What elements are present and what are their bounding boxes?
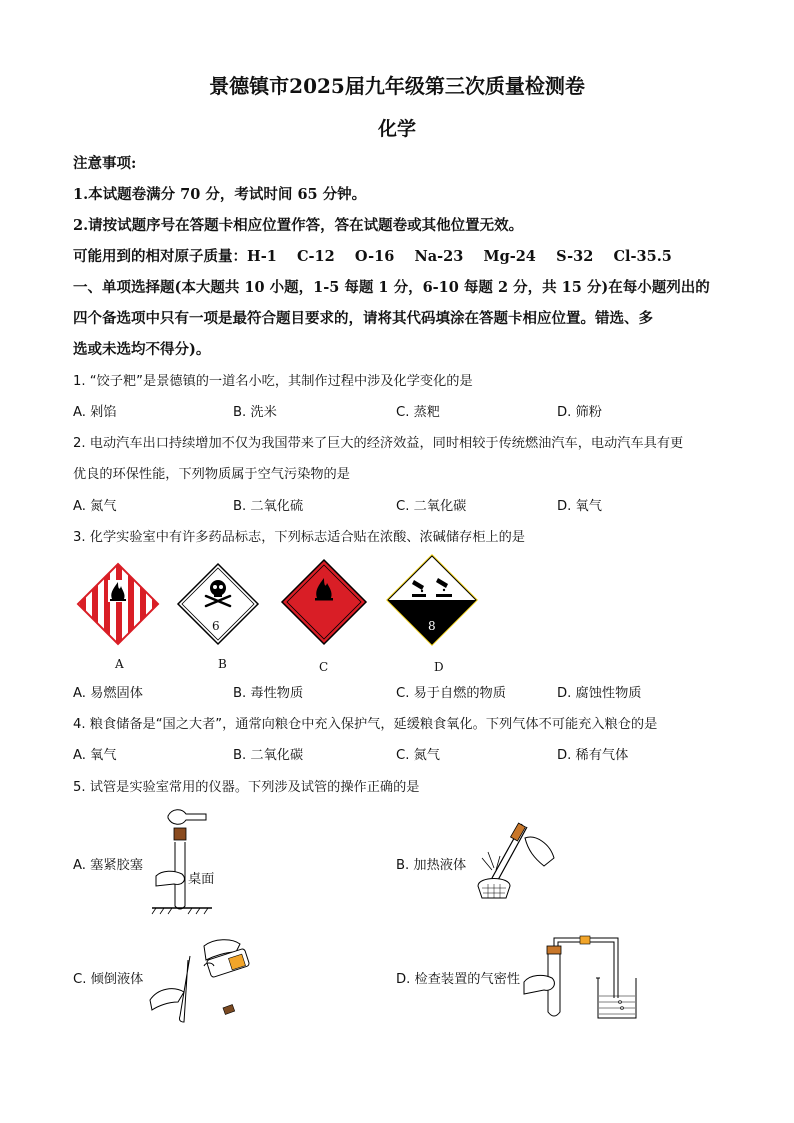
atomic-masses: 可能用到的相对原子质量：H-1 C-12 O-16 Na-23 Mg-24 S-32 Cl-35.5 (73, 248, 672, 265)
section-instruction: 选或未选均不得分)。 (73, 341, 211, 358)
question-4-stem: 4. 粮食储备是“国之大者”，通常向粮仓中充入保护气，延缓粮食氧化。下列气体不可能充入粮仓的是 (73, 717, 658, 732)
q1-option-d: D. 筛粉 (557, 405, 602, 420)
q4-option-a: A. 氧气 (73, 748, 117, 763)
stopper-insertion-illustration-icon (148, 806, 238, 916)
toxic-sign-number: 6 (212, 619, 220, 633)
section-instruction: 四个备选项中只有一项是最符合题目要求的，请将其代码填涂在答题卡相应位置。错选、多 (73, 310, 653, 327)
q1-option-c: C. 蒸粑 (396, 405, 440, 420)
q3-option-b: B. 毒性物质 (233, 686, 304, 701)
notice-item: 1.本试题卷满分 70 分，考试时间 65 分钟。 (73, 186, 367, 203)
q2-option-b: B. 二氧化硫 (233, 499, 304, 514)
q2-option-d: D. 氧气 (557, 499, 602, 514)
q5-option-b: B. 加热液体 (396, 858, 467, 873)
q2-option-a: A. 氮气 (73, 499, 117, 514)
q3-option-a: A. 易燃固体 (73, 686, 143, 701)
section-instruction: 一、单项选择题(本大题共 10 小题，1-5 每题 1 分，6-10 每题 2 分，共 15 分)在每小题列出的 (73, 279, 710, 296)
corrosive-sign-icon (384, 552, 480, 648)
q3-option-d: D. 腐蚀性物质 (557, 686, 642, 701)
q1-option-a: A. 剁馅 (73, 405, 117, 420)
q4-option-c: C. 氮气 (396, 748, 440, 763)
q5-option-a: A. 塞紧胶塞 (73, 858, 143, 873)
question-2-stem-cont: 优良的环保性能，下列物质属于空气污染物的是 (73, 467, 350, 482)
sign-label-b: B (218, 657, 227, 671)
q4-option-b: B. 二氧化碳 (233, 748, 304, 763)
question-3-stem: 3. 化学实验室中有许多药品标志，下列标志适合贴在浓酸、浓碱储存柜上的是 (73, 530, 525, 545)
question-2-stem: 2. 电动汽车出口持续增加不仅为我国带来了巨大的经济效益，同时相较于传统燃油汽车，电动汽车具有更 (73, 436, 684, 451)
sign-label-c: C (319, 660, 329, 674)
page-title: 景德镇市2025届九年级第三次质量检测卷 (209, 74, 585, 98)
question-5-stem: 5. 试管是实验室常用的仪器。下列涉及试管的操作正确的是 (73, 780, 420, 795)
spontaneously-combustible-sign-icon (280, 558, 368, 646)
question-1-stem: 1. “饺子粑”是景德镇的一道名小吃，其制作过程中涉及化学变化的是 (73, 374, 473, 389)
table-surface-label: 桌面 (188, 872, 215, 887)
pouring-liquid-illustration-icon (148, 930, 248, 1030)
q3-option-c: C. 易于自燃的物质 (396, 686, 506, 701)
notice-item: 2.请按试题序号在答题卡相应位置作答，答在试题卷或其他位置无效。 (73, 217, 524, 234)
sign-label-d: D (434, 660, 444, 674)
q1-option-b: B. 洗米 (233, 405, 277, 420)
q5-option-c: C. 倾倒液体 (73, 972, 144, 987)
corrosive-sign-number: 8 (428, 619, 436, 633)
airtightness-check-illustration-icon (522, 932, 642, 1022)
flammable-solid-sign-icon (76, 562, 160, 646)
q5-option-d: D. 检查装置的气密性 (396, 972, 521, 987)
q4-option-d: D. 稀有气体 (557, 748, 629, 763)
subject-title: 化学 (377, 118, 416, 140)
notice-heading: 注意事项: (73, 155, 137, 172)
toxic-sign-icon (176, 562, 260, 646)
sign-label-a: A (115, 657, 124, 671)
heating-liquid-illustration-icon (470, 818, 560, 903)
q2-option-c: C. 二氧化碳 (396, 499, 467, 514)
